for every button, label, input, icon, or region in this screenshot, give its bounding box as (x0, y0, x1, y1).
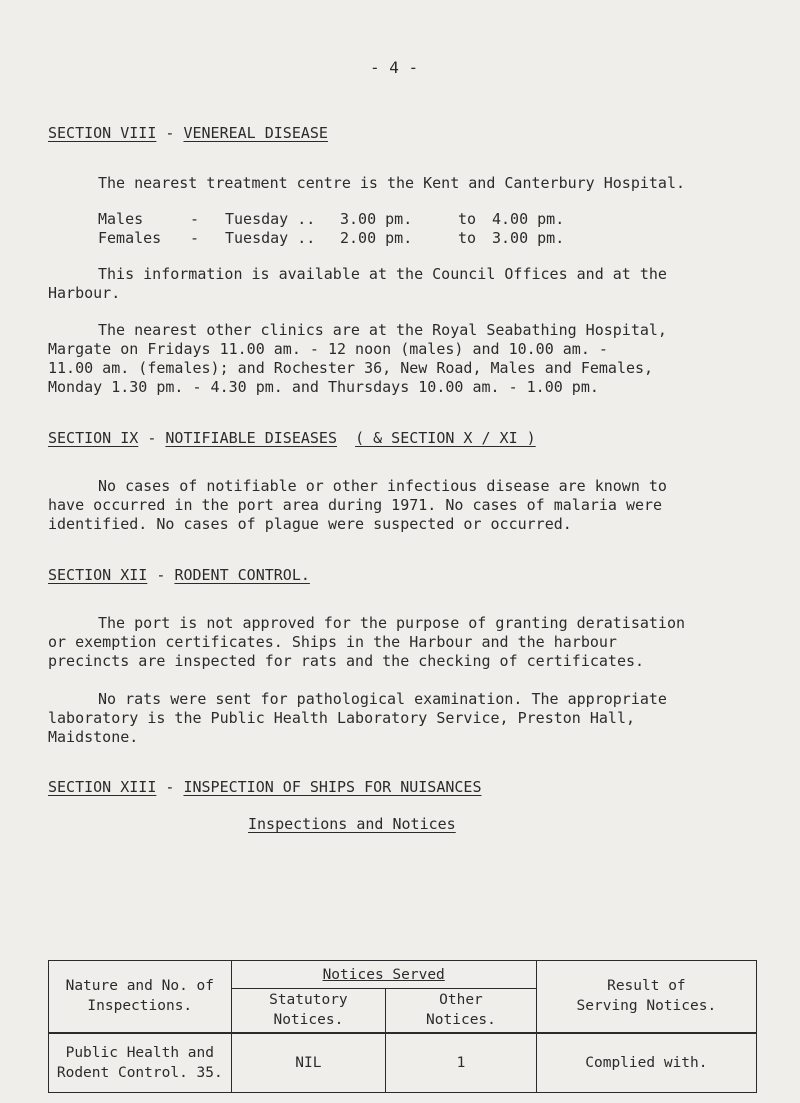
s8-info-line2: Harbour. (48, 284, 121, 302)
schedule-dash: - (190, 229, 200, 247)
section-13-title: INSPECTION OF SHIPS FOR NUISANCES (183, 778, 482, 796)
table-row (49, 1033, 757, 1093)
s8-clinics-line4: Monday 1.30 pm. - 4.30 pm. and Thursdays 10.00 am. - 1.00 pm. (48, 378, 599, 396)
s9-line1: No cases of notifiable or other infectious disease are known to (98, 477, 667, 495)
s9-line3: identified. No cases of plague were suspected or occurred. (48, 515, 572, 533)
s8-clinics-line1: The nearest other clinics are at the Royal Seabathing Hospital, (98, 321, 667, 339)
s12-p2-line3: Maidstone. (48, 728, 139, 746)
col-statutory-header: Statutory Notices. (231, 989, 386, 1033)
section-12-number: SECTION XII (48, 566, 148, 584)
section-12-heading: SECTION XII - RODENT CONTROL. (48, 566, 310, 584)
section-13-heading: SECTION XIII - INSPECTION OF SHIPS FOR NUISANCES (48, 778, 482, 796)
schedule-who-males: Males (98, 210, 144, 228)
s12-p1-line3: precincts are inspected for rats and the checking of certificates. (48, 652, 645, 670)
schedule-day-males: Tuesday .. (225, 210, 316, 228)
section-8-title: VENEREAL DISEASE (183, 124, 328, 142)
group-notices-served: Notices Served (231, 961, 536, 989)
section-9-suffix: ( & SECTION X / XI ) (355, 429, 536, 447)
s12-p1-line2: or exemption certificates. Ships in the Harbour and the harbour (48, 633, 617, 651)
schedule-to-word: to (458, 210, 477, 228)
col-other-header: Other Notices. (386, 989, 537, 1033)
page-number: - 4 - (370, 58, 419, 77)
s8-intro: The nearest treatment centre is the Kent and Canterbury Hospital. (98, 174, 685, 192)
section-9-title: NOTIFIABLE DISEASES (165, 429, 337, 447)
schedule-dash: - (190, 210, 200, 228)
schedule-who-females: Females (98, 229, 162, 247)
schedule-day-females: Tuesday .. (225, 229, 316, 247)
cell-other: 1 (386, 1033, 537, 1093)
cell-statutory: NIL (231, 1033, 386, 1093)
s13-subheading: Inspections and Notices (248, 815, 456, 833)
s9-line2: have occurred in the port area during 1971. No cases of malaria were (48, 496, 663, 514)
section-13-number: SECTION XIII (48, 778, 157, 796)
schedule-to-word: to (458, 229, 477, 247)
s12-p1-line1: The port is not approved for the purpose of granting deratisation (98, 614, 685, 632)
section-12-title: RODENT CONTROL. (174, 566, 310, 584)
s8-clinics-line2: Margate on Fridays 11.00 am. - 12 noon (males) and 10.00 am. - (48, 340, 608, 358)
section-8-number: SECTION VIII (48, 124, 157, 142)
s12-p2-line2: laboratory is the Public Health Laboratory Service, Preston Hall, (48, 709, 635, 727)
schedule-to-females: 3.00 pm. (492, 229, 565, 247)
col-result-header: Result of Serving Notices. (536, 961, 756, 1033)
s12-p2-line1: No rats were sent for pathological examination. The appropriate (98, 690, 667, 708)
inspections-table (48, 960, 757, 1093)
s8-clinics-line3: 11.00 am. (females); and Rochester 36, New Road, Males and Females, (48, 359, 654, 377)
schedule-to-males: 4.00 pm. (492, 210, 565, 228)
cell-result: Complied with. (536, 1033, 756, 1093)
cell-nature: Public Health and Rodent Control. 35. (49, 1033, 232, 1093)
s8-info-line1: This information is available at the Council Offices and at the (98, 265, 667, 283)
col-nature-header: Nature and No. of Inspections. (49, 961, 232, 1033)
schedule-from-females: 2.00 pm. (340, 229, 413, 247)
section-8-heading: SECTION VIII - VENEREAL DISEASE (48, 124, 328, 142)
section-9-heading: SECTION IX - NOTIFIABLE DISEASES ( & SECTION X / XI ) (48, 429, 536, 447)
section-9-number: SECTION IX (48, 429, 139, 447)
schedule-from-males: 3.00 pm. (340, 210, 413, 228)
